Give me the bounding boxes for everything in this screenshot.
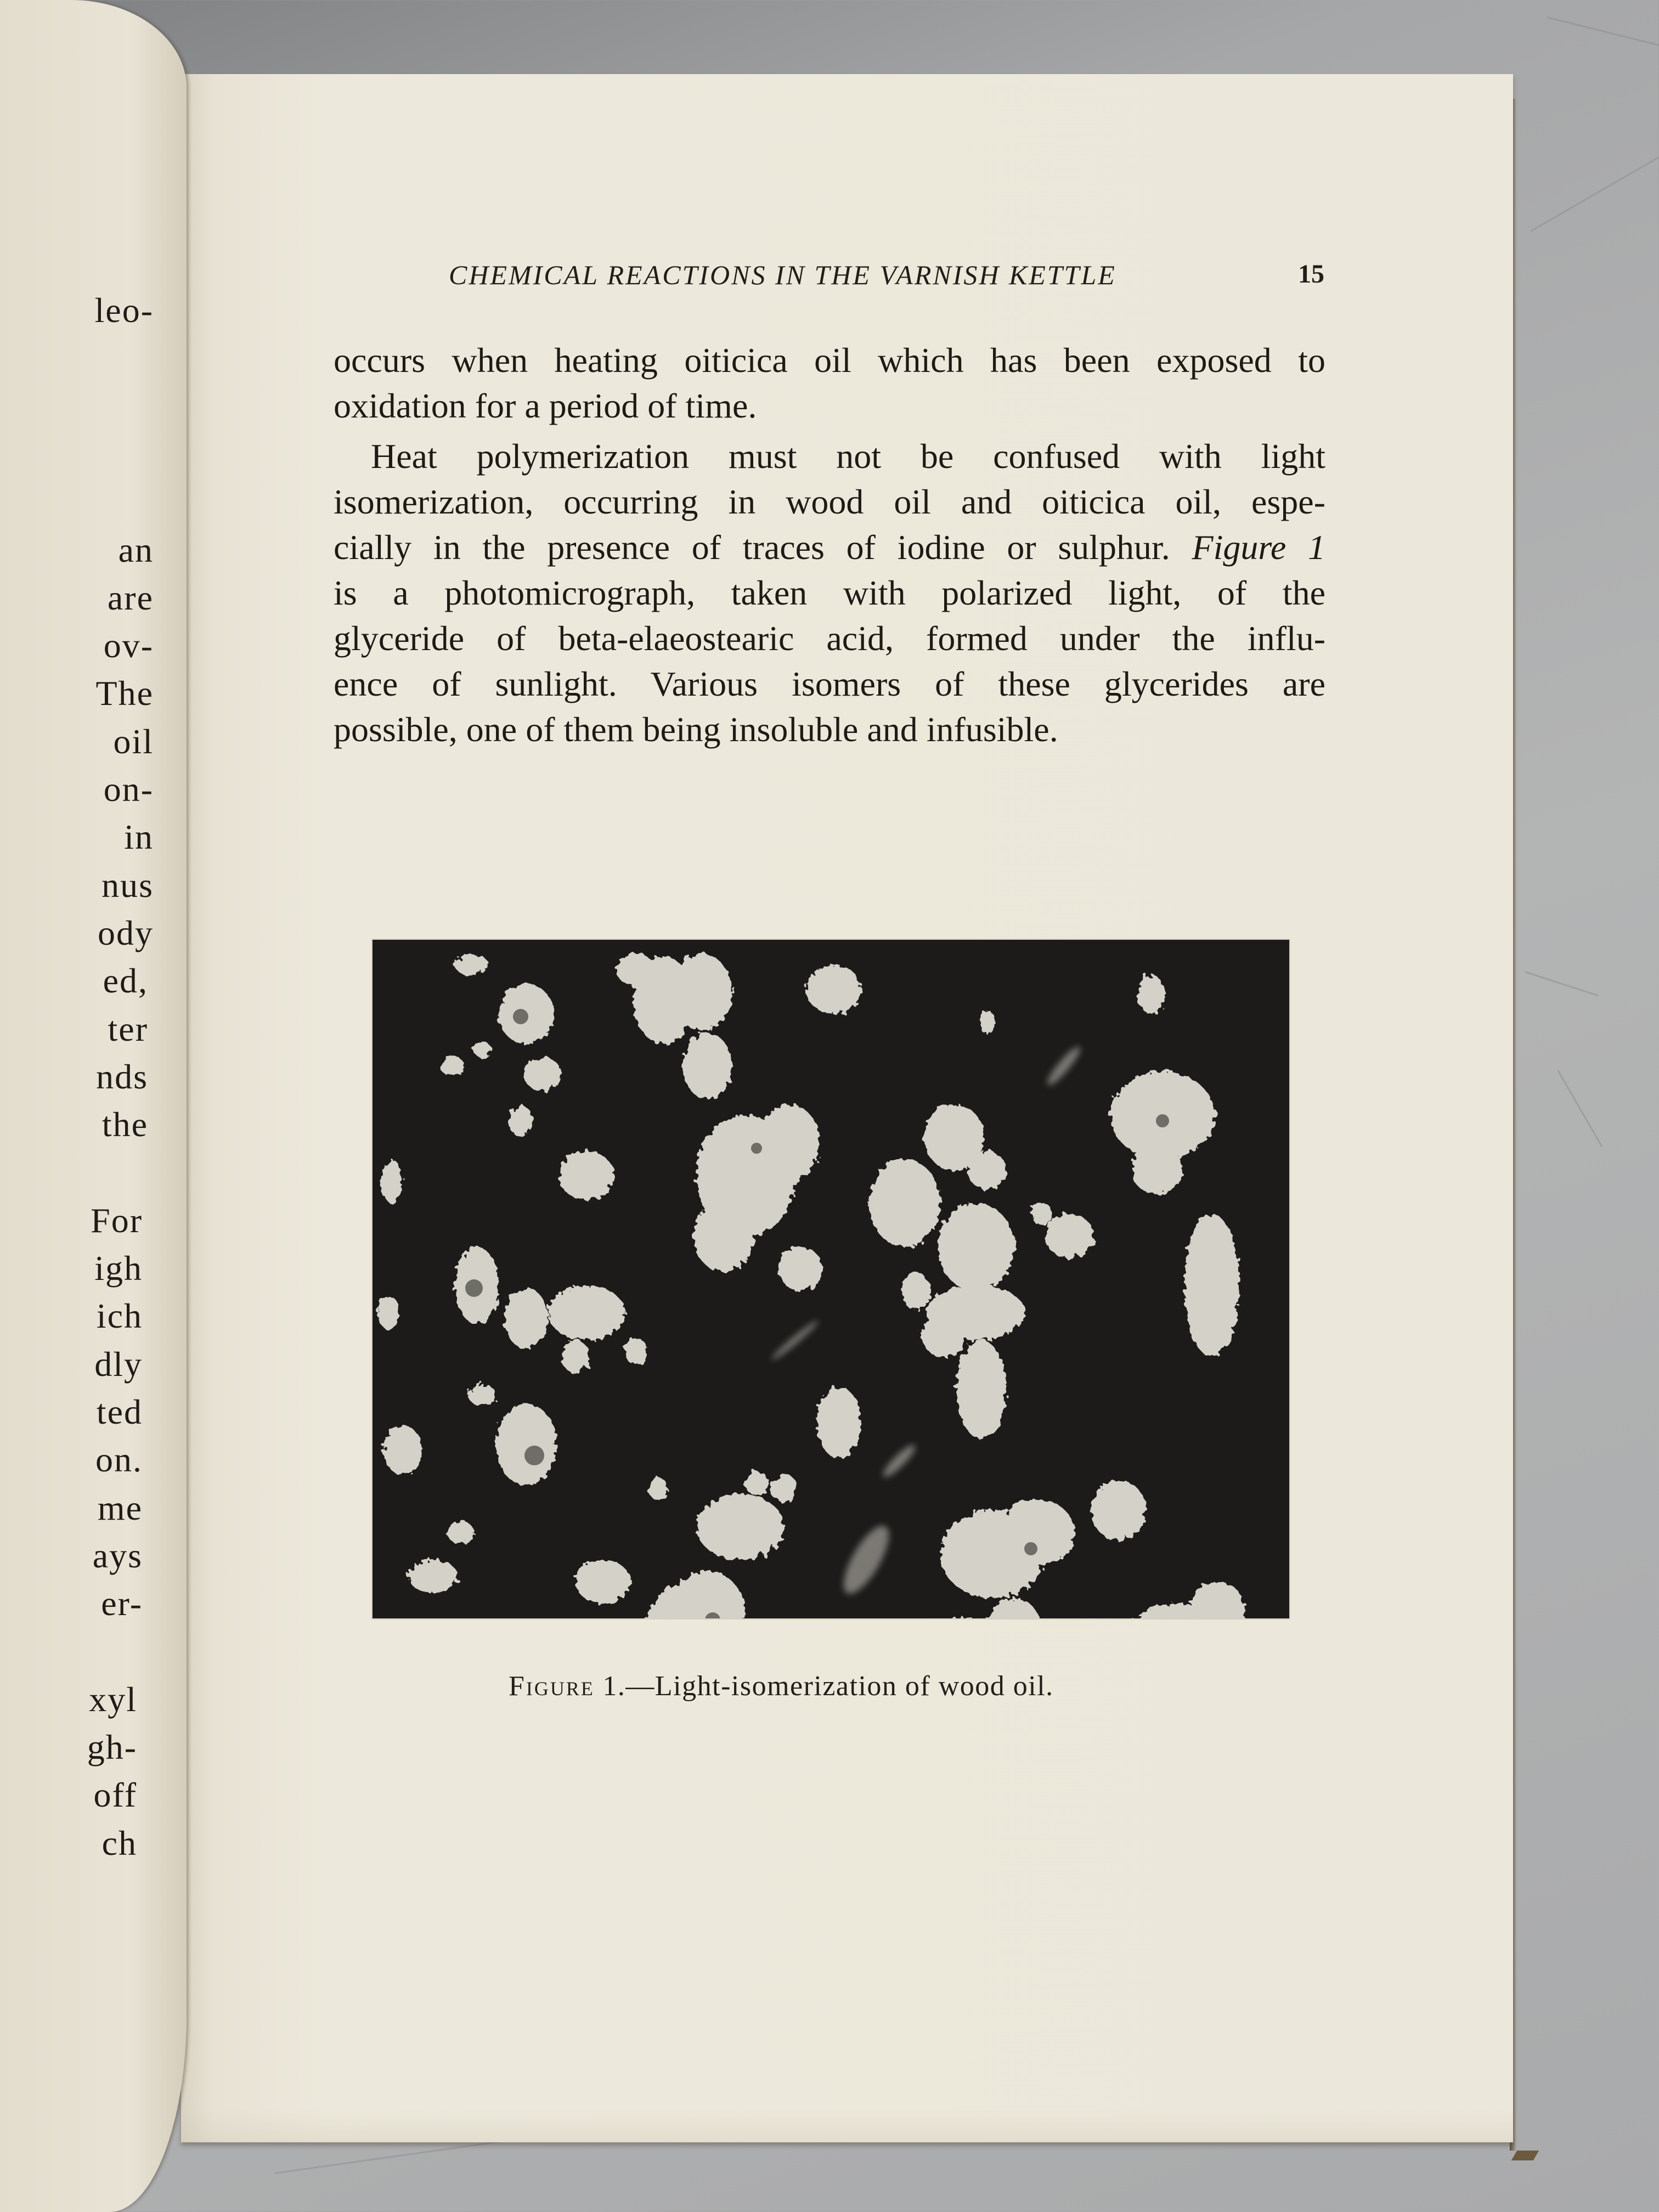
cover-corner [1511,2151,1539,2160]
running-head: CHEMICAL REACTIONS IN THE VARNISH KETTLE [449,259,1116,290]
left-page-line-fragment: nus [101,865,154,905]
left-page-line-fragment: er- [101,1584,143,1623]
left-page [0,0,187,2212]
left-page-line-fragment: ich [96,1296,143,1336]
caption-label: Figure [509,1671,595,1702]
left-page-line-fragment: ays [92,1536,143,1575]
left-page-line-fragment: an [118,530,154,569]
body-line: oxidation for a period of time. [334,386,757,425]
left-page-line-fragment: For [91,1200,143,1240]
body-line: is a photomicrograph, taken with polarized light, of the [334,573,1325,612]
desk-scratch [1530,148,1659,232]
left-page-line-fragment: ody [98,913,154,952]
left-page-line-fragment: on- [103,770,154,809]
left-page-line-fragment: the [101,1105,148,1144]
left-page-line-fragment: nds [96,1057,148,1096]
left-page-line-fragment: oil [113,721,154,761]
page-number: 15 [1298,259,1324,289]
crystals [378,953,1245,1618]
caption-text: —Light-isomerization of wood oil. [625,1671,1054,1702]
body-line: ence of sunlight. Various isomers of these glycerides are [334,664,1325,703]
left-page-line-fragment: ted [96,1392,143,1431]
body-line [334,530,1325,565]
figure-reference: Figure 1 [1192,528,1326,567]
figure-caption [509,1670,1054,1702]
left-page-line-fragment: dly [94,1344,143,1384]
body-line: possible, one of them being insoluble and infusible. [334,710,1058,749]
desk-scratch [1525,971,1599,996]
body-text: cially in the presence of traces of iodine or sulphur. [334,528,1170,567]
body-line: occurs when heating oiticica oil which has been exposed to [334,341,1325,380]
crystal-image [373,940,1289,1618]
left-page-line-fragment: on. [95,1440,143,1480]
desk-scratch [1558,1070,1603,1147]
left-page-line-fragment: ov- [103,626,154,665]
caption-number: 1. [602,1671,626,1702]
left-page-line-fragment: off [93,1775,137,1815]
left-page-line-fragment: xyl [89,1679,137,1719]
body-line: Heat polymerization must not be confused with light [371,437,1325,476]
left-page-line-fragment: ch [101,1823,137,1863]
body-line: isomerization, occurring in wood oil and oiticica oil, espe- [334,482,1325,521]
left-page-line-fragment: The [95,674,154,713]
left-page-line-fragment: gh- [87,1728,137,1767]
left-page-line-fragment: are [107,578,154,617]
photomicrograph [373,940,1289,1618]
body-line: glyceride of beta-elaeostearic acid, formed under the influ- [334,619,1325,658]
left-page-line-fragment: in [124,817,154,857]
left-page-line-fragment: me [97,1488,143,1527]
left-page-line-fragment: ed, [103,961,148,1001]
left-page-line-fragment: leo- [94,291,154,330]
desk-scratch [1547,16,1659,53]
left-page-line-fragment: igh [94,1249,143,1288]
left-page-line-fragment: ter [108,1009,148,1048]
